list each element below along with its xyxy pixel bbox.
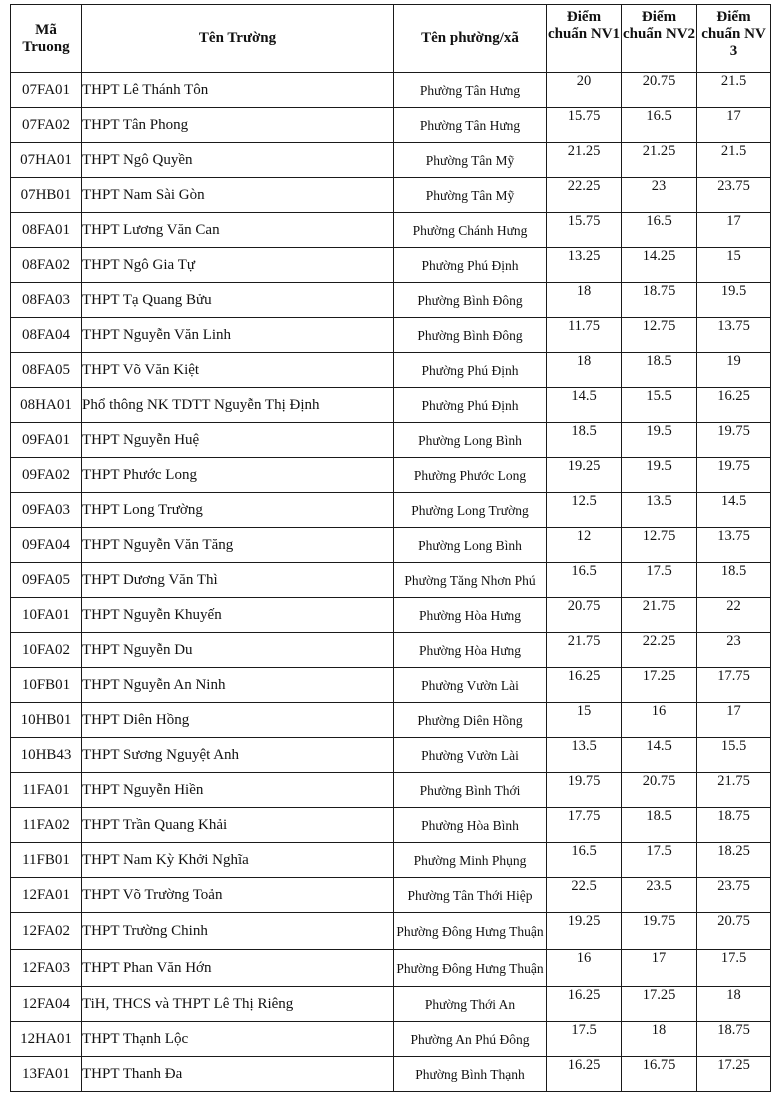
table-row (11, 108, 771, 143)
ward-name-cell: Phường Long Trường (394, 493, 547, 528)
school-code-cell: 12FA01 (11, 878, 82, 913)
table-row (11, 773, 771, 808)
ward-name-cell: Phường Phước Long (394, 458, 547, 493)
score-nv3-cell: 17 (697, 213, 771, 248)
school-name-cell: THPT Nguyễn Hiền (82, 773, 394, 808)
table-row (11, 283, 771, 318)
school-name-cell: THPT Nguyễn Du (82, 633, 394, 668)
score-nv1-cell: 16.5 (547, 843, 622, 878)
score-nv3-cell: 22 (697, 598, 771, 633)
score-nv2-cell: 15.5 (622, 388, 697, 423)
ward-name-cell: Phường Tân Hưng (394, 73, 547, 108)
score-nv1-cell: 19.75 (547, 773, 622, 808)
score-nv1-cell: 19.25 (547, 913, 622, 950)
school-code-cell: 08FA04 (11, 318, 82, 353)
ward-name-cell: Phường Diên Hồng (394, 703, 547, 738)
score-nv3-cell: 18.75 (697, 808, 771, 843)
score-nv1-cell: 19.25 (547, 458, 622, 493)
table-row (11, 493, 771, 528)
school-code-cell: 07HB01 (11, 178, 82, 213)
table-row (11, 388, 771, 423)
school-code-cell: 08FA03 (11, 283, 82, 318)
table-row (11, 668, 771, 703)
table-row (11, 950, 771, 987)
school-name-cell: THPT Nguyễn Huệ (82, 423, 394, 458)
school-name-cell: THPT Long Trường (82, 493, 394, 528)
score-nv1-cell: 15 (547, 703, 622, 738)
score-nv1-cell: 22.5 (547, 878, 622, 913)
score-nv2-cell: 13.5 (622, 493, 697, 528)
score-nv1-cell: 21.75 (547, 633, 622, 668)
score-nv1-cell: 16.25 (547, 1057, 622, 1092)
school-name-cell: THPT Nguyễn Khuyến (82, 598, 394, 633)
table-row (11, 528, 771, 563)
school-name-cell: THPT Võ Văn Kiệt (82, 353, 394, 388)
table-row (11, 423, 771, 458)
score-nv2-cell: 17 (622, 950, 697, 987)
header-row (11, 5, 771, 73)
ward-name-cell: Phường Hòa Hưng (394, 598, 547, 633)
school-code-cell: 10HB01 (11, 703, 82, 738)
school-code-cell: 09FA04 (11, 528, 82, 563)
score-nv3-cell: 21.75 (697, 773, 771, 808)
score-nv3-cell: 20.75 (697, 913, 771, 950)
score-nv1-cell: 16.5 (547, 563, 622, 598)
table-row (11, 1022, 771, 1057)
score-nv2-cell: 14.5 (622, 738, 697, 773)
school-name-cell: THPT Thanh Đa (82, 1057, 394, 1092)
score-nv2-cell: 18.5 (622, 808, 697, 843)
score-nv2-cell: 21.25 (622, 143, 697, 178)
school-code-cell: 12FA04 (11, 987, 82, 1022)
school-code-cell: 08FA01 (11, 213, 82, 248)
school-code-cell: 09FA01 (11, 423, 82, 458)
ward-name-cell: Phường Phú Định (394, 248, 547, 283)
school-name-cell: THPT Thạnh Lộc (82, 1022, 394, 1057)
score-nv3-cell: 23.75 (697, 178, 771, 213)
school-code-cell: 10FA01 (11, 598, 82, 633)
admission-scores-table (10, 4, 771, 1092)
school-code-cell: 09FA02 (11, 458, 82, 493)
score-nv1-cell: 18.5 (547, 423, 622, 458)
school-code-cell: 09FA05 (11, 563, 82, 598)
score-nv2-cell: 16.5 (622, 213, 697, 248)
school-code-cell: 08HA01 (11, 388, 82, 423)
score-nv3-cell: 18.75 (697, 1022, 771, 1057)
ward-name-cell: Phường Tân Mỹ (394, 178, 547, 213)
score-nv2-cell: 23.5 (622, 878, 697, 913)
school-name-cell: THPT Nam Sài Gòn (82, 178, 394, 213)
score-nv3-cell: 13.75 (697, 528, 771, 563)
ward-name-cell: Phường Tăng Nhơn Phú (394, 563, 547, 598)
school-code-cell: 10FA02 (11, 633, 82, 668)
school-name-cell: THPT Nguyễn Văn Linh (82, 318, 394, 353)
school-name-cell: THPT Nguyễn An Ninh (82, 668, 394, 703)
school-name-cell: THPT Lương Văn Can (82, 213, 394, 248)
score-nv1-cell: 12.5 (547, 493, 622, 528)
score-nv3-cell: 23 (697, 633, 771, 668)
table-row (11, 913, 771, 950)
score-nv1-cell: 15.75 (547, 108, 622, 143)
ward-name-cell: Phường Long Bình (394, 528, 547, 563)
school-name-cell: THPT Tân Phong (82, 108, 394, 143)
score-nv1-cell: 11.75 (547, 318, 622, 353)
table-row (11, 738, 771, 773)
school-code-cell: 12HA01 (11, 1022, 82, 1057)
school-code-cell: 07FA02 (11, 108, 82, 143)
score-nv3-cell: 19.75 (697, 423, 771, 458)
table-row (11, 633, 771, 668)
header-school-code: Mã Truong (11, 5, 82, 73)
table-row (11, 703, 771, 738)
table-row (11, 353, 771, 388)
header-ward-name: Tên phường/xã (394, 5, 547, 73)
school-code-cell: 11FA01 (11, 773, 82, 808)
school-name-cell: THPT Sương Nguyệt Anh (82, 738, 394, 773)
school-name-cell: THPT Phước Long (82, 458, 394, 493)
school-name-cell: THPT Phan Văn Hớn (82, 950, 394, 987)
score-nv1-cell: 16.25 (547, 987, 622, 1022)
school-name-cell: THPT Tạ Quang Bửu (82, 283, 394, 318)
score-nv1-cell: 22.25 (547, 178, 622, 213)
table-row (11, 843, 771, 878)
score-nv2-cell: 18.75 (622, 283, 697, 318)
school-name-cell: TiH, THCS và THPT Lê Thị Riêng (82, 987, 394, 1022)
score-nv3-cell: 19.5 (697, 283, 771, 318)
score-nv2-cell: 17.25 (622, 668, 697, 703)
score-nv1-cell: 13.5 (547, 738, 622, 773)
ward-name-cell: Phường Thới An (394, 987, 547, 1022)
school-code-cell: 09FA03 (11, 493, 82, 528)
score-nv2-cell: 22.25 (622, 633, 697, 668)
score-nv3-cell: 18.5 (697, 563, 771, 598)
header-school-name: Tên Trường (82, 5, 394, 73)
school-code-cell: 13FA01 (11, 1057, 82, 1092)
ward-name-cell: Phường Hòa Hưng (394, 633, 547, 668)
table-body (11, 73, 771, 1092)
school-name-cell: THPT Ngô Quyền (82, 143, 394, 178)
ward-name-cell: Phường Đông Hưng Thuận (394, 913, 547, 950)
school-code-cell: 08FA02 (11, 248, 82, 283)
table-row (11, 213, 771, 248)
ward-name-cell: Phường Tân Mỹ (394, 143, 547, 178)
school-name-cell: THPT Võ Trường Toản (82, 878, 394, 913)
school-name-cell: THPT Nam Kỳ Khởi Nghĩa (82, 843, 394, 878)
ward-name-cell: Phường Minh Phụng (394, 843, 547, 878)
score-nv2-cell: 16 (622, 703, 697, 738)
score-nv1-cell: 15.75 (547, 213, 622, 248)
table-row (11, 318, 771, 353)
school-name-cell: THPT Ngô Gia Tự (82, 248, 394, 283)
school-code-cell: 07FA01 (11, 73, 82, 108)
school-code-cell: 07HA01 (11, 143, 82, 178)
table-row (11, 458, 771, 493)
score-nv2-cell: 18.5 (622, 353, 697, 388)
ward-name-cell: Phường Hòa Bình (394, 808, 547, 843)
score-nv1-cell: 16 (547, 950, 622, 987)
score-nv3-cell: 15.5 (697, 738, 771, 773)
table-row (11, 248, 771, 283)
score-nv3-cell: 17 (697, 108, 771, 143)
score-nv2-cell: 19.5 (622, 423, 697, 458)
score-nv3-cell: 18 (697, 987, 771, 1022)
school-code-cell: 12FA02 (11, 913, 82, 950)
score-nv1-cell: 16.25 (547, 668, 622, 703)
school-code-cell: 11FA02 (11, 808, 82, 843)
score-nv2-cell: 20.75 (622, 773, 697, 808)
score-nv2-cell: 17.5 (622, 843, 697, 878)
score-nv1-cell: 20.75 (547, 598, 622, 633)
score-nv2-cell: 18 (622, 1022, 697, 1057)
score-nv2-cell: 19.75 (622, 913, 697, 950)
score-nv2-cell: 14.25 (622, 248, 697, 283)
ward-name-cell: Phường Vườn Lài (394, 668, 547, 703)
score-nv3-cell: 19 (697, 353, 771, 388)
table-row (11, 563, 771, 598)
ward-name-cell: Phường An Phú Đông (394, 1022, 547, 1057)
ward-name-cell: Phường Bình Đông (394, 318, 547, 353)
score-nv2-cell: 17.25 (622, 987, 697, 1022)
ward-name-cell: Phường Bình Đông (394, 283, 547, 318)
ward-name-cell: Phường Tân Hưng (394, 108, 547, 143)
score-nv3-cell: 16.25 (697, 388, 771, 423)
header-score-nv3: Điểm chuẩn NV 3 (697, 5, 771, 73)
school-name-cell: THPT Diên Hồng (82, 703, 394, 738)
ward-name-cell: Phường Chánh Hưng (394, 213, 547, 248)
score-nv3-cell: 13.75 (697, 318, 771, 353)
score-nv1-cell: 21.25 (547, 143, 622, 178)
school-code-cell: 08FA05 (11, 353, 82, 388)
score-nv1-cell: 18 (547, 353, 622, 388)
school-code-cell: 11FB01 (11, 843, 82, 878)
school-name-cell: THPT Trần Quang Khải (82, 808, 394, 843)
score-nv1-cell: 14.5 (547, 388, 622, 423)
score-nv3-cell: 21.5 (697, 143, 771, 178)
ward-name-cell: Phường Tân Thới Hiệp (394, 878, 547, 913)
score-nv2-cell: 12.75 (622, 528, 697, 563)
school-name-cell: Phổ thông NK TDTT Nguyễn Thị Định (82, 388, 394, 423)
table-row (11, 73, 771, 108)
table-row (11, 178, 771, 213)
score-nv3-cell: 17.25 (697, 1057, 771, 1092)
table-row (11, 878, 771, 913)
score-nv2-cell: 17.5 (622, 563, 697, 598)
school-code-cell: 10HB43 (11, 738, 82, 773)
table-row (11, 598, 771, 633)
table-row (11, 987, 771, 1022)
table-row (11, 143, 771, 178)
ward-name-cell: Phường Phú Định (394, 353, 547, 388)
score-nv1-cell: 12 (547, 528, 622, 563)
table-row (11, 808, 771, 843)
school-name-cell: THPT Trường Chinh (82, 913, 394, 950)
score-nv3-cell: 17.5 (697, 950, 771, 987)
score-nv1-cell: 17.5 (547, 1022, 622, 1057)
score-nv2-cell: 19.5 (622, 458, 697, 493)
score-nv3-cell: 17 (697, 703, 771, 738)
school-name-cell: THPT Dương Văn Thì (82, 563, 394, 598)
header-score-nv2: Điểm chuẩn NV2 (622, 5, 697, 73)
score-nv3-cell: 17.75 (697, 668, 771, 703)
header-score-nv1: Điểm chuẩn NV1 (547, 5, 622, 73)
score-nv2-cell: 12.75 (622, 318, 697, 353)
score-nv1-cell: 13.25 (547, 248, 622, 283)
school-name-cell: THPT Lê Thánh Tôn (82, 73, 394, 108)
ward-name-cell: Phường Bình Thới (394, 773, 547, 808)
score-nv3-cell: 14.5 (697, 493, 771, 528)
score-nv2-cell: 20.75 (622, 73, 697, 108)
ward-name-cell: Phường Long Bình (394, 423, 547, 458)
score-nv1-cell: 18 (547, 283, 622, 318)
score-nv1-cell: 17.75 (547, 808, 622, 843)
school-code-cell: 10FB01 (11, 668, 82, 703)
school-code-cell: 12FA03 (11, 950, 82, 987)
school-name-cell: THPT Nguyễn Văn Tăng (82, 528, 394, 563)
score-nv2-cell: 16.5 (622, 108, 697, 143)
ward-name-cell: Phường Vườn Lài (394, 738, 547, 773)
score-nv2-cell: 23 (622, 178, 697, 213)
score-nv3-cell: 18.25 (697, 843, 771, 878)
score-nv3-cell: 23.75 (697, 878, 771, 913)
score-nv3-cell: 21.5 (697, 73, 771, 108)
ward-name-cell: Phường Bình Thạnh (394, 1057, 547, 1092)
score-nv2-cell: 21.75 (622, 598, 697, 633)
score-nv1-cell: 20 (547, 73, 622, 108)
table-row (11, 1057, 771, 1092)
score-nv2-cell: 16.75 (622, 1057, 697, 1092)
score-nv3-cell: 19.75 (697, 458, 771, 493)
ward-name-cell: Phường Phú Định (394, 388, 547, 423)
ward-name-cell: Phường Đông Hưng Thuận (394, 950, 547, 987)
score-nv3-cell: 15 (697, 248, 771, 283)
